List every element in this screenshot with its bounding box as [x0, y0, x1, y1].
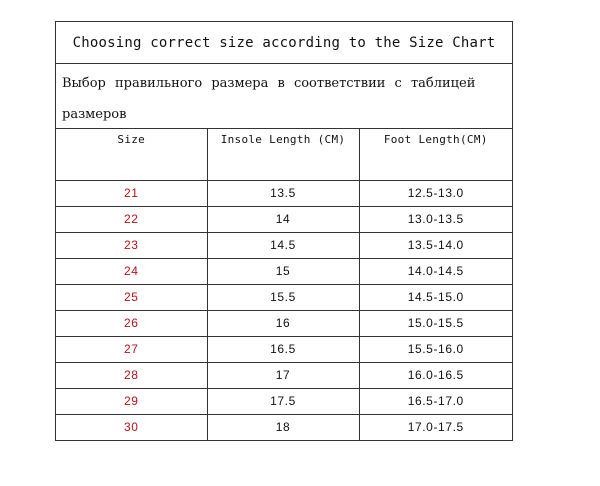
column-header-insole-length: Insole Length (CM) — [207, 129, 359, 180]
foot-length-cell: 17.0-17.5 — [407, 420, 464, 434]
size-chart-subtitle-russian: Выбор правильного размера в соответствии с таблицей размеров — [56, 64, 512, 129]
foot-length-cell: 13.0-13.5 — [359, 206, 512, 232]
insole-length-cell: 14.5 — [207, 232, 359, 258]
foot-length-cell: 15.5-16.0 — [359, 336, 512, 362]
foot-length-cell: 16.5-17.0 — [359, 388, 512, 414]
size-cell: 26 — [56, 310, 207, 336]
insole-length-cell: 15 — [207, 258, 359, 284]
table-row — [56, 258, 512, 284]
size-cell: 24 — [56, 258, 207, 284]
table-row — [56, 414, 512, 440]
size-chart-title: Choosing correct size according to the Size Chart — [56, 22, 512, 64]
table-row — [56, 388, 512, 414]
insole-length-cell: 16 — [207, 310, 359, 336]
insole-length-cell: 18 — [207, 414, 359, 440]
table-row — [56, 336, 512, 362]
size-cell: 22 — [56, 206, 207, 232]
foot-length-cell: 16.0-16.5 — [359, 362, 512, 388]
size-cell: 25 — [56, 284, 207, 310]
insole-length-cell: 14 — [207, 206, 359, 232]
size-cell: 21 — [56, 180, 207, 206]
size-cell: 23 — [56, 232, 207, 258]
insole-length-cell: 15.5 — [207, 284, 359, 310]
foot-length-cell: 14.0-14.5 — [359, 258, 512, 284]
foot-length-cell: 13.5-14.0 — [359, 232, 512, 258]
insole-length-cell: 13.5 — [207, 180, 359, 206]
size-cell: 28 — [56, 362, 207, 388]
size-cell: 30 — [56, 414, 207, 440]
size-table — [56, 129, 512, 440]
size-chart — [55, 21, 513, 441]
foot-length-cell: 12.5-13.0 — [359, 180, 512, 206]
table-row — [56, 232, 512, 258]
table-row — [56, 284, 512, 310]
column-header-foot-length: Foot Length(CM) — [359, 129, 512, 180]
insole-length-cell: 17 — [207, 362, 359, 388]
foot-length-cell: 15.0-15.5 — [359, 310, 512, 336]
foot-length-cell: 14.5-15.0 — [359, 284, 512, 310]
size-cell: 29 — [56, 388, 207, 414]
table-header-row — [56, 129, 512, 180]
table-row — [56, 180, 512, 206]
table-row — [56, 310, 512, 336]
insole-length-cell: 17.5 — [207, 388, 359, 414]
column-header-size: Size — [56, 129, 207, 180]
table-row — [56, 362, 512, 388]
size-cell: 27 — [56, 336, 207, 362]
insole-length-cell: 16.5 — [207, 336, 359, 362]
table-row — [56, 206, 512, 232]
